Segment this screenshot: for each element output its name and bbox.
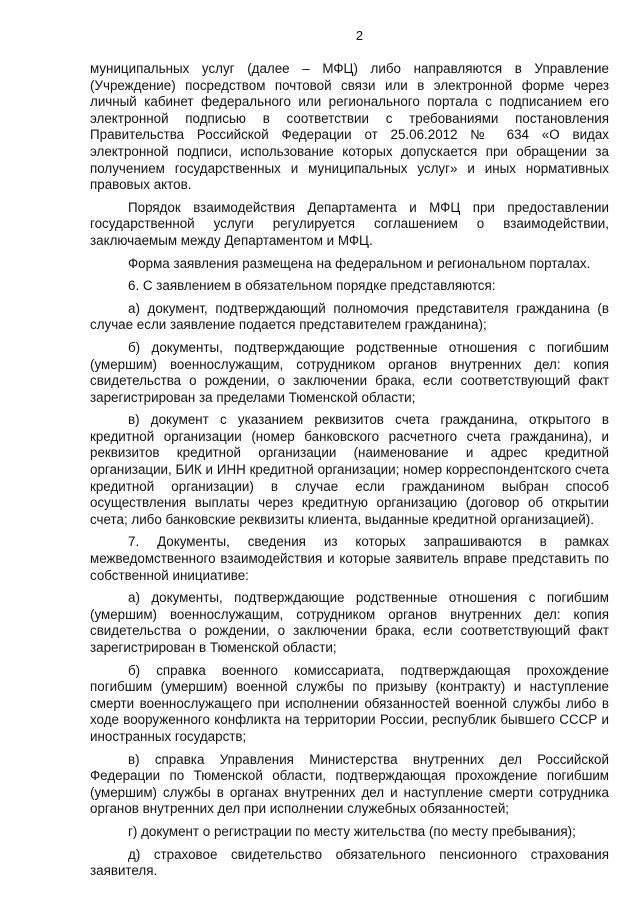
paragraph-item-6v: в) документ с указанием реквизитов счета гражданина, открытого в кредитной организации (номер банковского расчетного счета гражданина), и реквизитов кредитной организации (наименование и адрес кредитной организации, БИК и ИНН кредитной организации; номер корреспондентского счета кредитной организации) в случае если гражданином выбран способ осуществления выплаты через кредитную организацию (договор об открытии счета; либо банковские реквизиты клиента, выданные кредитной организацией). <box>90 412 609 527</box>
paragraph-continuation-mfc-submission: муниципальных услуг (далее – МФЦ) либо направляются в Управление (Учреждение) посредством почтовой связи или в электронной форме через личный кабинет федерального или регионального портала с подписанием его электронной подписью в соответствии с требованиями постановления Правительства Российской Федерации от 25.06.2012 № 634 «О видах электронной подписи, использование которых допускается при обращении за получением государственных и муниципальных услуг» и иных нормативных правовых актов. <box>90 61 609 193</box>
paragraph-application-form: Форма заявления размещена на федеральном и региональном порталах. <box>128 255 591 271</box>
paragraph-item-7-heading: 7. Документы, сведения из которых запрашиваются в рамках межведомственного взаимодействия и которые заявитель вправе представить по собственной инициативе: <box>90 534 609 583</box>
paragraph-item-7v: в) справка Управления Министерства внутренних дел Российской Федерации по Тюменской области, подтверждающая прохождение погибшим (умершим) службы в органах внутренних дел и наступление смерти сотрудника органов внутренних дел при исполнении служебных обязанностей; <box>90 751 609 817</box>
paragraph-interaction-procedure: Порядок взаимодействия Департамента и МФЦ при предоставлении государственной услуги регулируется соглашением о взаимодействии, заключаемым между Департаментом и МФЦ. <box>90 199 609 248</box>
paragraph-item-6-heading: 6. С заявлением в обязательном порядке представляются: <box>128 278 496 294</box>
paragraph-item-7a: а) документы, подтверждающие родственные отношения с погибшим (умершим) военнослужащим, сотрудником органов внутренних дел: копия свидетельства о рождении, о заключении брака, если соответствующий факт зарегистрирован в Тюменской области; <box>90 590 609 655</box>
page-number: 2 <box>355 28 364 43</box>
paragraph-item-7b: б) справка военного комиссариата, подтверждающая прохождение погибшим (умершим) военной службы по призыву (контракту) и наступление смерти военнослужащего при исполнении обязанностей военной службы либо в ходе вооруженного конфликта на территории России, республик бывшего СССР и иностранных государств; <box>90 662 609 744</box>
paragraph-item-6b: б) документы, подтверждающие родственные отношения с погибшим (умершим) военнослужащим, сотрудником органов внутренних дел: копия свидетельства о рождении, о заключении брака, если соответствующий факт зарегистрирован за пределами Тюменской области; <box>90 339 609 405</box>
paragraph-item-7d: д) страховое свидетельство обязательного пенсионного страхования заявителя. <box>90 846 609 879</box>
paragraph-item-7g: г) документ о регистрации по месту жительства (по месту пребывания); <box>128 823 576 839</box>
paragraph-item-6a: а) документ, подтверждающий полномочия представителя гражданина (в случае если заявление подается представителем гражданина); <box>90 300 609 333</box>
